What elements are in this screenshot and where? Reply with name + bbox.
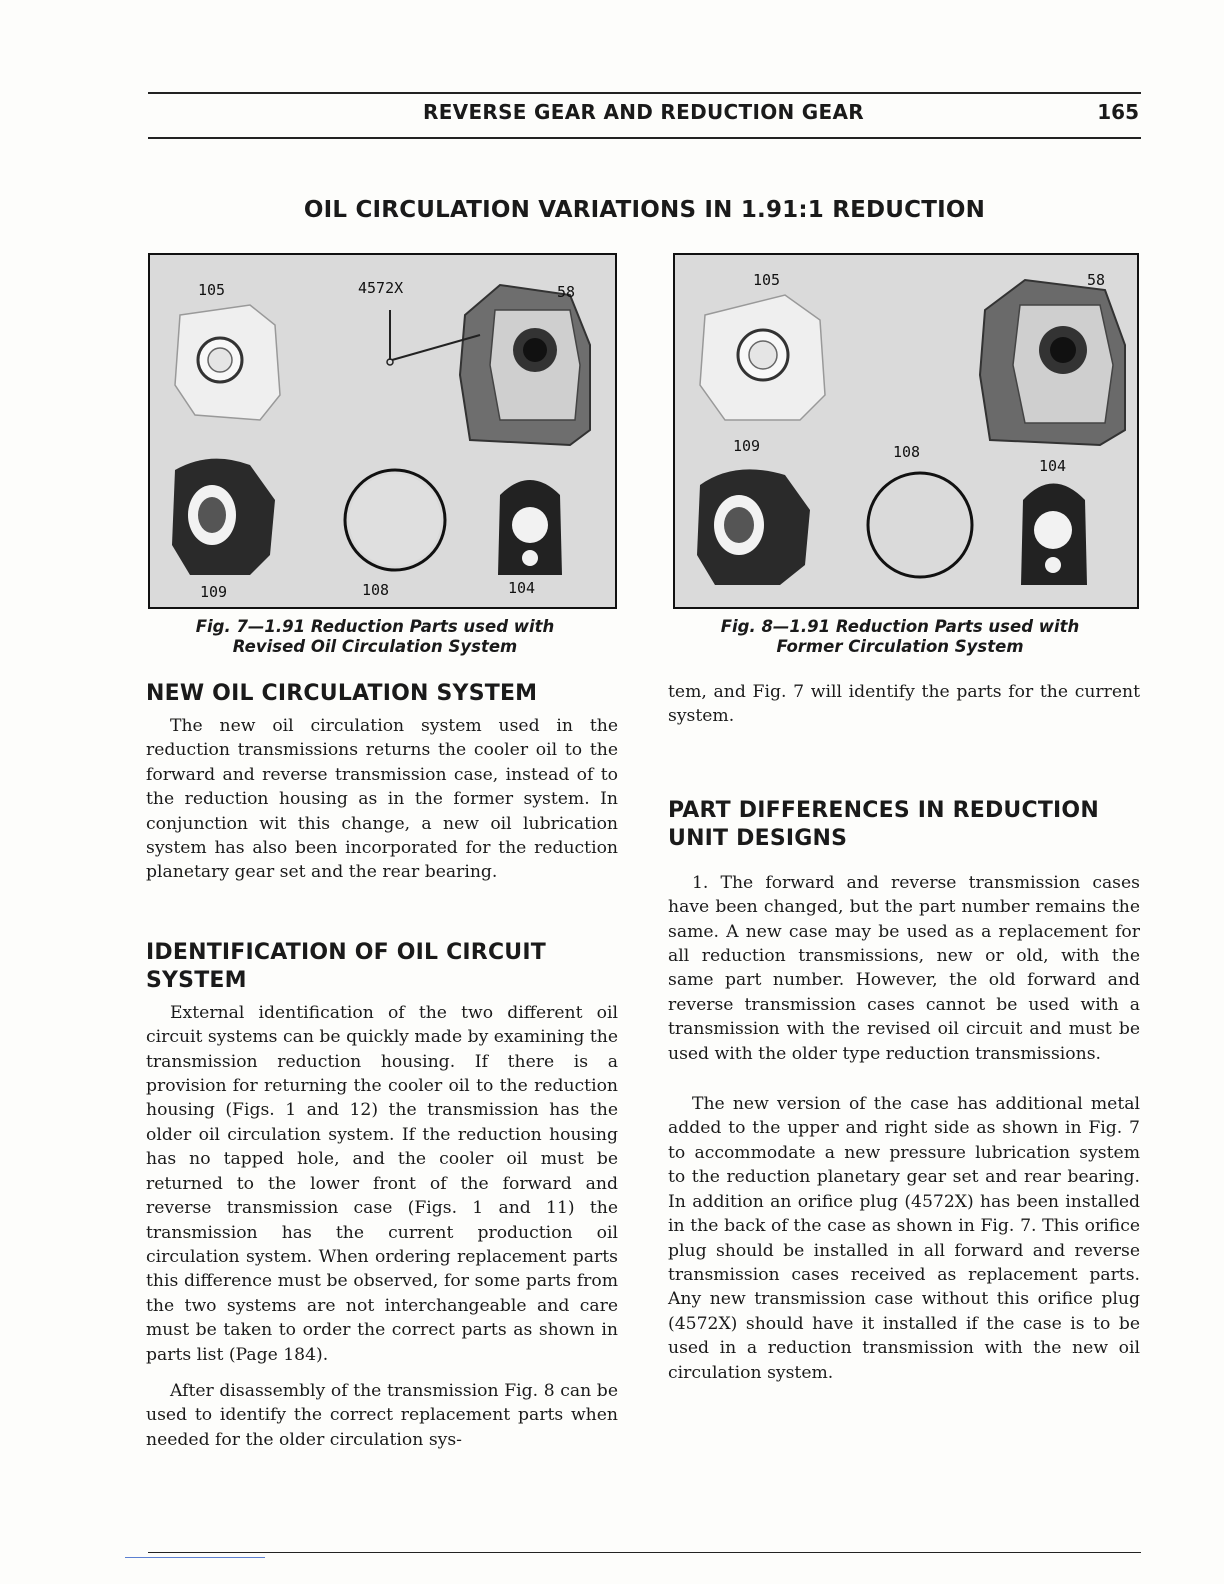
figure-7-caption [160, 617, 590, 657]
figure-7-caption-line1: Fig. 7—1.91 Reduction Parts used with [195, 617, 555, 636]
page-number: 165 [1097, 100, 1139, 124]
callout-109: 109 [200, 583, 228, 601]
callout-58: 58 [557, 283, 576, 301]
paragraph: After disassembly of the transmission Fig. 8 can be used to identify the correct replacement parts when needed for the older circulation sys- [146, 1380, 618, 1450]
figure-7-photo [148, 253, 617, 609]
paragraph: 1. The forward and reverse transmission cases have been changed, but the part number remains the same. A new case may be used as a replacement for all reduction transmissions, new or old, with the same part number. However, the old forward and reverse transmission cases cannot be used with a transmission with the revised oil circuit and must be used with the older type reduction transmissions. [668, 872, 1140, 1064]
paragraph: External identification of the two different oil circuit systems can be quickly made by examining the transmission reduction housing. If there is a provision for returning the cooler oil to the reduction housing (Figs. 1 and 12) the transmission has the older oil circulation system. If the reduction housing has no tapped hole, and the cooler oil must be returned to the lower front of the forward and reverse transmission case (Figs. 1 and 11) the transmission has the current production oil circulation system. When ordering replacement parts this difference must be observed, for some parts from the two systems are not interchangeable and care must be taken to order the correct parts as shown in parts list (Page 184). [146, 1002, 618, 1365]
figure-8-caption-line2: Former Circulation System [776, 637, 1024, 656]
figure-8-photo [673, 253, 1139, 609]
section-heading-part-differences: PART DIFFERENCES IN REDUCTION UNIT DESIGNS [668, 797, 1099, 851]
right-column [668, 680, 1140, 1385]
footer-rule [148, 1552, 1141, 1553]
callout-105: 105 [753, 271, 781, 289]
footer-mark [125, 1557, 265, 1558]
callout-105: 105 [198, 281, 226, 299]
section-heading-identification: IDENTIFICATION OF OIL CIRCUIT SYSTEM [146, 939, 546, 993]
header-top-rule [148, 92, 1141, 94]
callout-58: 58 [1087, 271, 1106, 289]
left-column [146, 680, 618, 1452]
figure-7-parts-illustration [150, 255, 615, 607]
callout-108: 108 [362, 581, 390, 599]
callout-4572x: 4572X [358, 279, 404, 297]
callout-108: 108 [893, 443, 921, 461]
section-heading-new-oil-circulation: NEW OIL CIRCULATION SYSTEM [146, 681, 538, 706]
page-title: OIL CIRCULATION VARIATIONS IN 1.91:1 REDUCTION [303, 197, 986, 223]
figure-8-caption-line1: Fig. 8—1.91 Reduction Parts used with [720, 617, 1080, 636]
figure-8-parts-illustration [675, 255, 1137, 607]
running-title: REVERSE GEAR AND REDUCTION GEAR [423, 100, 864, 124]
callout-104: 104 [1039, 457, 1067, 475]
running-header [148, 100, 1141, 130]
paragraph: tem, and Fig. 7 will identify the parts for the current system. [668, 682, 1140, 727]
callout-104: 104 [508, 579, 536, 597]
figure-8-caption [685, 617, 1115, 657]
callout-109: 109 [733, 437, 761, 455]
header-bottom-rule [148, 137, 1141, 139]
figure-7-caption-line2: Revised Oil Circulation System [232, 637, 518, 656]
paragraph: The new version of the case has additional metal added to the upper and right side as shown in Fig. 7 to accommodate a new pressure lubrication system to the reduction planetary gear set and rear bearing. In addition an orifice plug (4572X) has been installed in the back of the case as shown in Fig. 7. This orifice plug should be installed in all forward and reverse transmission cases received as replacement parts. Any new transmission case without this orifice plug (4572X) should have it installed if the case is to be used in a reduction transmission with the new oil circulation system. [668, 1094, 1140, 1383]
paragraph: The new oil circulation system used in the reduction transmissions returns the cooler oil to the forward and reverse transmission case, instead of to the reduction housing as in the former system. In conjunction wit this change, a new oil lubrication system has also been incorporated for the reduction planetary gear set and the rear bearing. [146, 716, 618, 883]
